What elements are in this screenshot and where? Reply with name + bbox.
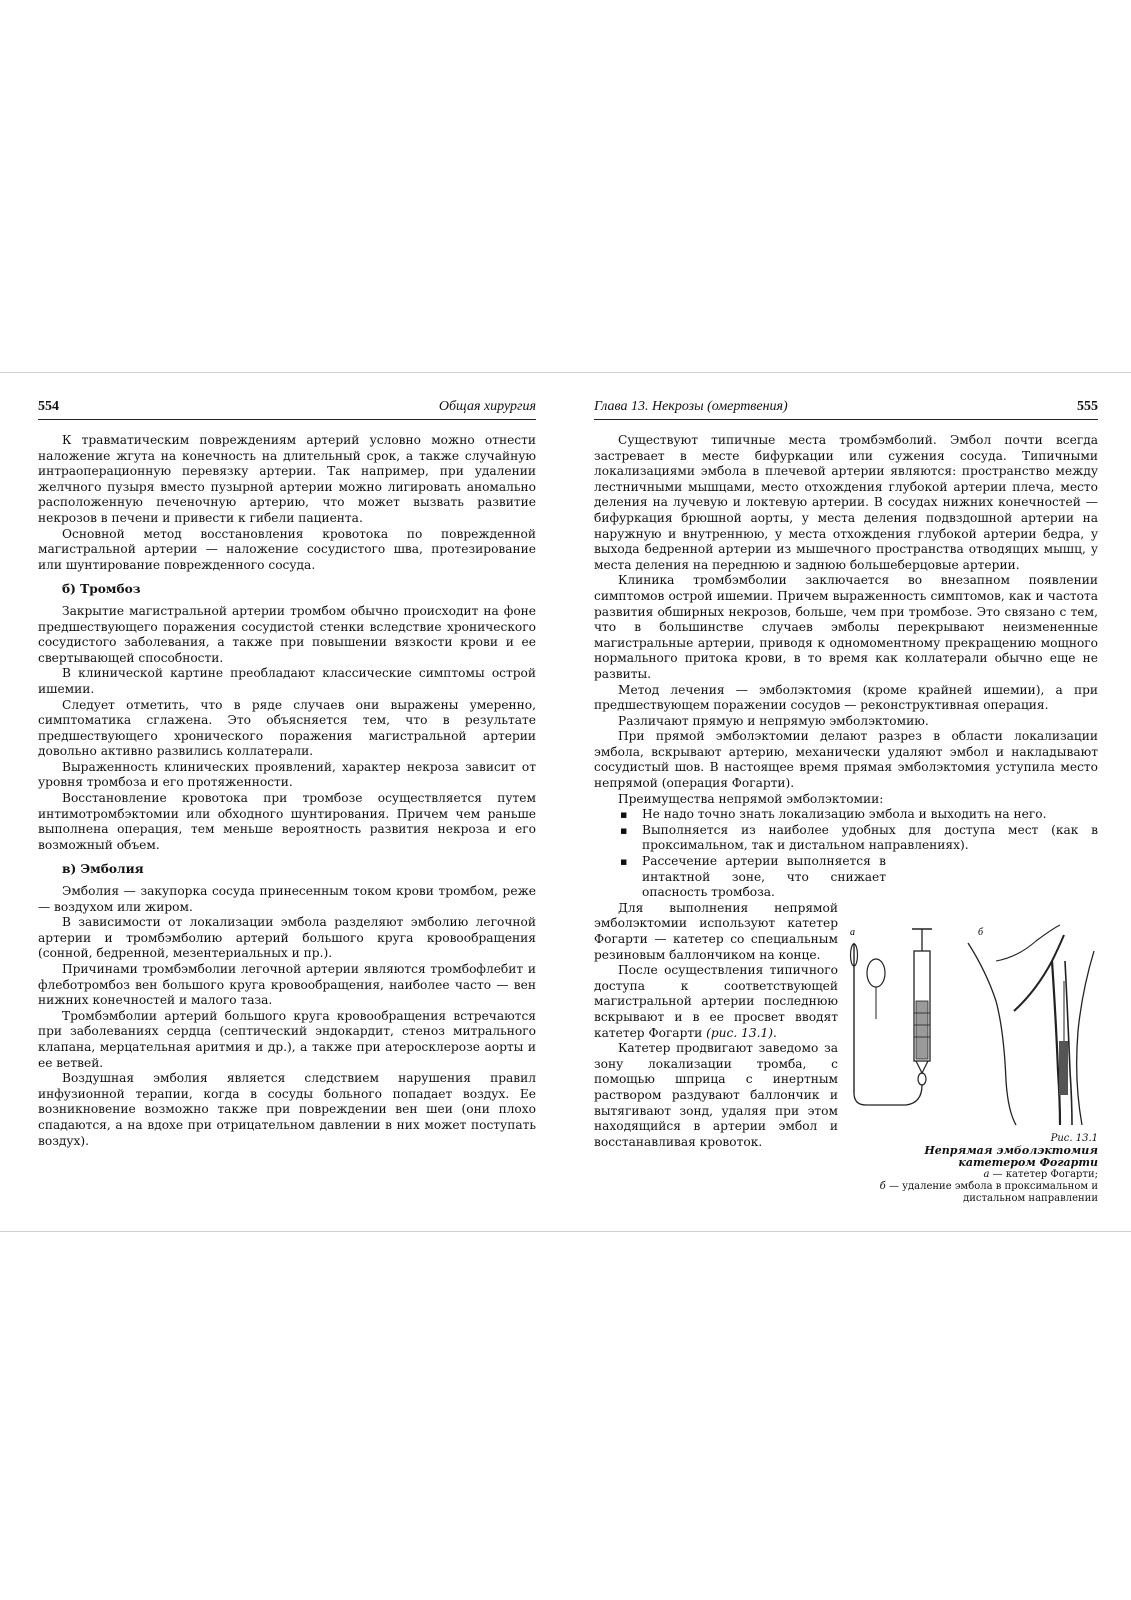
paragraph: Катетер продвигают заведомо за зону локализации тромба, с помощью шприца с инертным раствором раздувают баллончик и вытягивают зонд, удаляя при этом находящийся в артерии эмбол и восстанавливая кровоток. bbox=[594, 1041, 838, 1149]
left-page bbox=[38, 373, 536, 1231]
legend-text: — катетер Фогарти; bbox=[989, 1169, 1098, 1180]
list-item: ▪ Не надо точно знать локализацию эмбола и выходить на него. bbox=[594, 807, 1098, 823]
paragraph: Различают прямую и непрямую эмболэктомию. bbox=[618, 713, 929, 728]
paragraph: Тромбэмболии артерий большого круга кровообращения встречаются при заболеваниях сердца (септический эндокардит, стеноз митрального клапана, мерцательная аритмия и др.), а также при атеросклерозе аорты и ее ветвей. bbox=[38, 1008, 536, 1070]
text-run: . bbox=[773, 1025, 777, 1040]
page-number: 555 bbox=[1077, 399, 1098, 414]
book-spread bbox=[0, 372, 1131, 1232]
right-page-header bbox=[594, 399, 1098, 420]
figure-legend-a bbox=[846, 1169, 1098, 1181]
paragraph: Эмболия — закупорка сосуда принесенным током крови тромбом, реже — воздухом или жиром. bbox=[38, 884, 536, 914]
paragraph: К травматическим повреждениям артерий условно можно отнести наложение жгута на конечность на длительный срок, а также случайную интраоперационную перевязку артерии. Так например, при удалении желчного пузыря вместо пузырной артерии можно лигировать аномально расположенную печеночную артерию, что может вызвать развитие некрозов в печени и привести к гибели пациента. bbox=[38, 433, 536, 525]
fogarty-catheter-illustration bbox=[846, 921, 1098, 1131]
text-run: После осуществления типичного доступа к соответствующей магистральной артерии последнюю вскрывают и в ее просвет вводят катетер Фогарти bbox=[594, 963, 838, 1040]
left-page-body bbox=[38, 433, 536, 1149]
paragraph: Причинами тромбэмболии легочной артерии являются тромбофлебит и флеботромбоз вен большого круга кровообращения, наиболее часто — вен нижних конечностей и малого таза. bbox=[38, 962, 536, 1008]
list-item: ▪ Рассечение артерии выполняется в интактной зоне, что снижает опасность тромбоза. bbox=[594, 854, 886, 901]
paragraph: Восстановление кровотока при тромбозе осуществляется путем интимотромбэктомии или обходного шунтирования. Причем чем раньше выполнена операция, тем меньше вероятность развития некроза и его возможный объем. bbox=[38, 791, 536, 852]
paragraph: Воздушная эмболия является следствием нарушения правил инфузионной терапии, когда в сосуды больного попадает воздух. Ее возникновение возможно также при повреждении вен шеи (они плохо спадаются, а на вдохе при отрицательном давлении в них может поступать воздух). bbox=[38, 1071, 536, 1148]
figure-number: Рис. 13.1 bbox=[1050, 1133, 1098, 1144]
figure-label-b: б bbox=[978, 927, 984, 938]
paragraph: Основной метод восстановления кровотока по поврежденной магистральной артерии — наложение сосудистого шва, протезирование или шунтирование поврежденного сосуда. bbox=[38, 526, 536, 572]
paragraph: Следует отметить, что в ряде случаев они выражены умеренно, симптоматика сглажена. Это объясняется тем, что в результате предшествующего хронического поражения магистральной артерии довольно активно развились коллатерали. bbox=[38, 697, 536, 759]
paragraph: Выраженность клинических проявлений, характер некроза зависит от уровня тромбоза и его протяженности. bbox=[38, 759, 536, 790]
legend-letter: а bbox=[983, 1169, 990, 1180]
legend-letter: б bbox=[879, 1181, 886, 1192]
paragraph bbox=[594, 963, 838, 1041]
paragraph: Преимущества непрямой эмболэктомии: bbox=[618, 791, 884, 806]
figure-13-1 bbox=[846, 921, 1098, 1211]
paragraph: Закрытие магистральной артерии тромбом обычно происходит на фоне предшествующего поражения сосудистой стенки вследствие хронического сосудистого заболевания, а также при повышении вязкости крови и ее свертывающей способности. bbox=[38, 603, 536, 665]
figure-title: Непрямая эмболэктомия катетером Фогарти bbox=[924, 1144, 1098, 1169]
section-heading-embolism: в) Эмболия bbox=[62, 862, 144, 877]
running-head: Глава 13. Некрозы (омертвения) bbox=[594, 399, 788, 414]
paragraph: В клинической картине преобладают классические симптомы острой ишемии. bbox=[38, 666, 536, 696]
figure-label-a: а bbox=[850, 927, 855, 938]
paragraph: Клиника тромбэмболии заключается во внезапном появлении симптомов острой ишемии. Причем выраженность симптомов, как и частота развития обширных некрозов, больше, чем при тромбозе. Это связано с тем, что в большинстве случаев эмболы перекрывают неизмененные магистральные артерии, приводя к одномоментному прекращению мощного нормального притока крови, в то время как коллатерали обычно еще не развиты. bbox=[594, 573, 1098, 681]
right-page-body bbox=[594, 433, 1098, 1204]
list-item: ▪ Выполняется из наиболее удобных для доступа мест (как в проксимальном, так и дистальном направлениях). bbox=[594, 823, 1098, 854]
left-page-header bbox=[38, 399, 536, 420]
advantages-list bbox=[594, 807, 1098, 901]
paragraph: В зависимости от локализации эмбола разделяют эмболию легочной артерии и тромбэмболию артерий большого круга кровообращения (сонной, бедренной, мезентериальных и пр.). bbox=[38, 915, 536, 961]
paragraph: Метод лечения — эмболэктомия (кроме крайней ишемии), а при предшествующем поражении сосудов — реконструктивная операция. bbox=[594, 682, 1098, 713]
figure-reference: (рис. 13.1) bbox=[706, 1025, 773, 1040]
figure-caption bbox=[846, 1133, 1098, 1205]
section-heading-thrombosis: б) Тромбоз bbox=[62, 582, 141, 597]
paragraph: Для выполнения непрямой эмболэктомии используют катетер Фогарти — катетер со специальным резиновым баллончиком на конце. bbox=[594, 900, 838, 962]
right-page bbox=[594, 373, 1098, 1231]
paragraph: При прямой эмболэктомии делают разрез в области локализации эмбола, вскрывают артерию, механически удаляют эмбол и накладывают сосудистый шов. В настоящее время прямая эмболэктомия уступила место непрямой (операция Фогарти). bbox=[594, 729, 1098, 791]
page-number: 554 bbox=[38, 399, 59, 414]
paragraph: Существуют типичные места тромбэмболий. Эмбол почти всегда застревает в месте бифуркации или сужения сосуда. Типичными локализациями эмбола в плечевой артерии являются: пространство между лестничными мышцами, место отхождения глубокой артерии плеча, место деления на лучевую и локтевую артерии. В сосудах нижних конечностей — бифуркация брюшной аорты, у места деления подвздошной артерии на наружную и внутреннюю, у места отхождения глубокой артерии бедра, у выхода бедренной артерии из мышечного пространства отводящих мышц, у места деления на переднюю и заднюю большеберцовые артерии. bbox=[594, 433, 1098, 572]
legend-text: — удаление эмбола в проксимальном и дистальном направлении bbox=[885, 1181, 1098, 1204]
figure-legend-b bbox=[846, 1181, 1098, 1205]
running-head: Общая хирургия bbox=[438, 399, 536, 414]
